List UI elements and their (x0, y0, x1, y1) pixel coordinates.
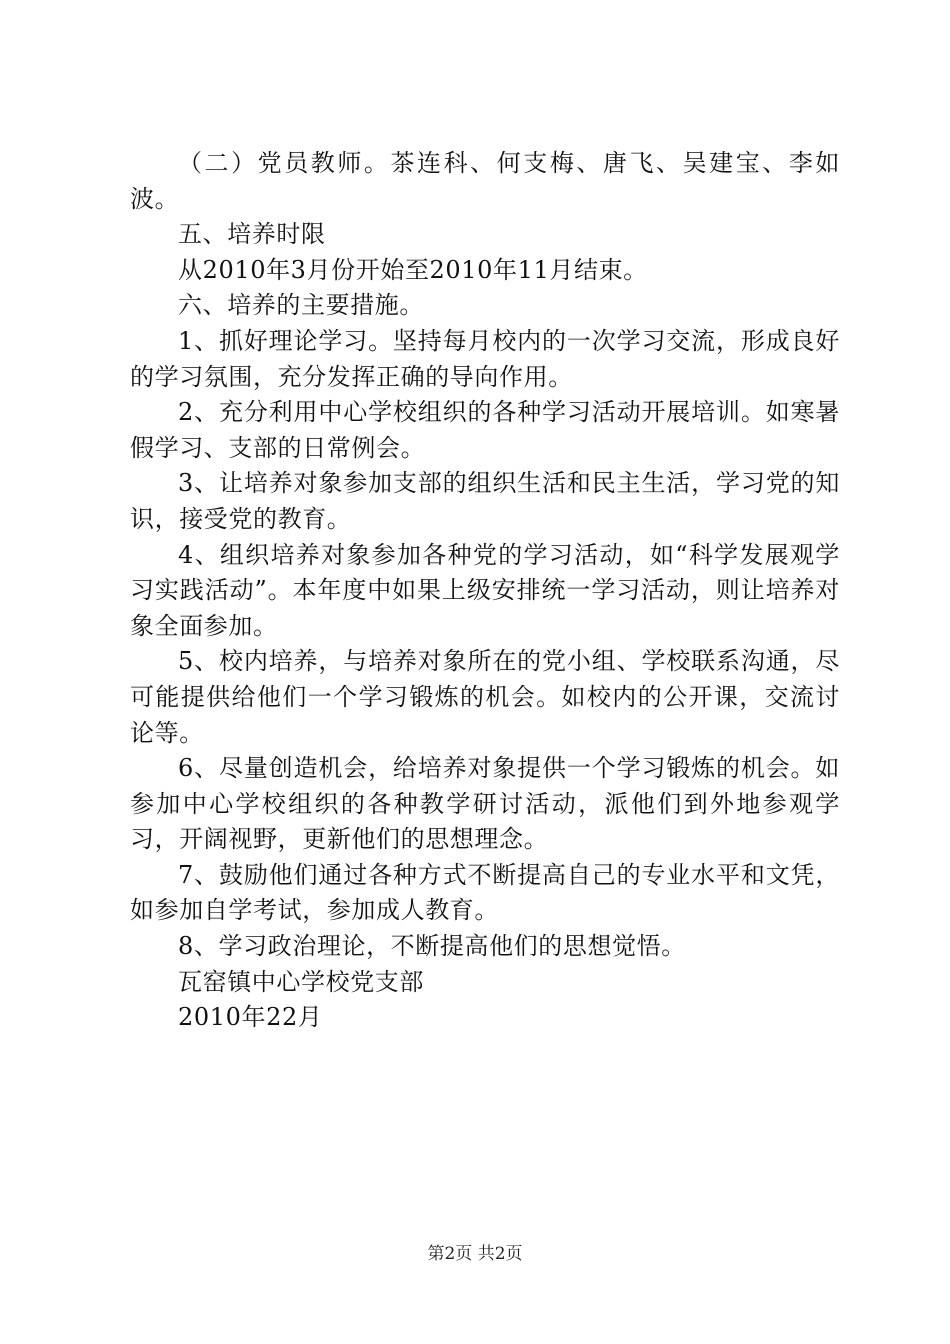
measure-item-1: 1、抓好理论学习。坚持每月校内的一次学习交流，形成良好的学习氛围，充分发挥正确的导向作用。 (130, 326, 840, 391)
paragraph-training-dates: 从2010年3月份开始至2010年11月结束。 (178, 255, 648, 284)
heading-main-measures: 六、培养的主要措施。 (178, 291, 424, 320)
document-body (130, 146, 840, 1036)
measure-item-6: 6、尽量创造机会，给培养对象提供一个学习锻炼的机会。如参加中心学校组织的各种教学研讨活动，派他们到外地参观学习，开阔视野，更新他们的思想理念。 (130, 754, 840, 854)
measure-item-8: 8、学习政治理论，不断提高他们的思想觉悟。 (178, 932, 686, 961)
measure-item-7: 7、鼓励他们通过各种方式不断提高自己的专业水平和文凭，如参加自学考试，参加成人教育。 (130, 860, 840, 925)
page-number-indicator: 第2页 共2页 (427, 1244, 523, 1264)
measure-item-4: 4、组织培养对象参加各种党的学习活动，如“科学发展观学习实践活动”。本年度中如果上级安排统一学习活动，则让培养对象全面参加。 (130, 540, 840, 640)
measure-item-5: 5、校内培养，与培养对象所在的党小组、学校联系沟通，尽可能提供给他们一个学习锻炼的机会。如校内的公开课，交流讨论等。 (130, 647, 840, 747)
signature-organization: 瓦窑镇中心学校党支部 (178, 967, 424, 996)
signature-date: 2010年22月 (178, 1003, 323, 1032)
page-footer (0, 1242, 950, 1266)
heading-training-period: 五、培养时限 (178, 220, 326, 249)
paragraph-party-member-teachers: （二）党员教师。茶连科、何支梅、唐飞、吴建宝、李如波。 (130, 149, 840, 213)
measure-item-2: 2、充分利用中心学校组织的各种学习活动开展培训。如寒暑假学习、支部的日常例会。 (130, 398, 840, 462)
measure-item-3: 3、让培养对象参加支部的组织生活和民主生活，学习党的知识，接受党的教育。 (130, 469, 840, 533)
